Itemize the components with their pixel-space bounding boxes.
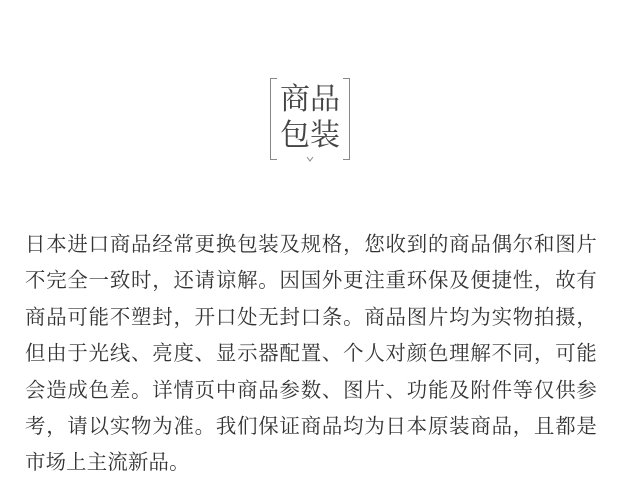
title-line-2: 包装 (280, 118, 340, 153)
description-paragraph: 日本进口商品经常更换包装及规格，您收到的商品偶尔和图片不完全一致时，还请谅解。因国外更注重环保及便捷性，故有商品可能不塑封，开口处无封口条。商品图片均为实物拍摄，但由于光线、亮度、显示器配置、个人对颜色理解不同，可能会造成色差。详情页中商品参数、图片、功能及附件等仅供参考，请以实物为准。我们保证商品均为日本原装商品，且都是市场上主流新品。 (25, 232, 597, 475)
title-line-1: 商品 (280, 82, 340, 117)
title-right-bracket (343, 78, 350, 160)
chevron-down-icon (306, 155, 314, 163)
title-left-bracket (270, 78, 277, 160)
section-title (270, 78, 350, 164)
